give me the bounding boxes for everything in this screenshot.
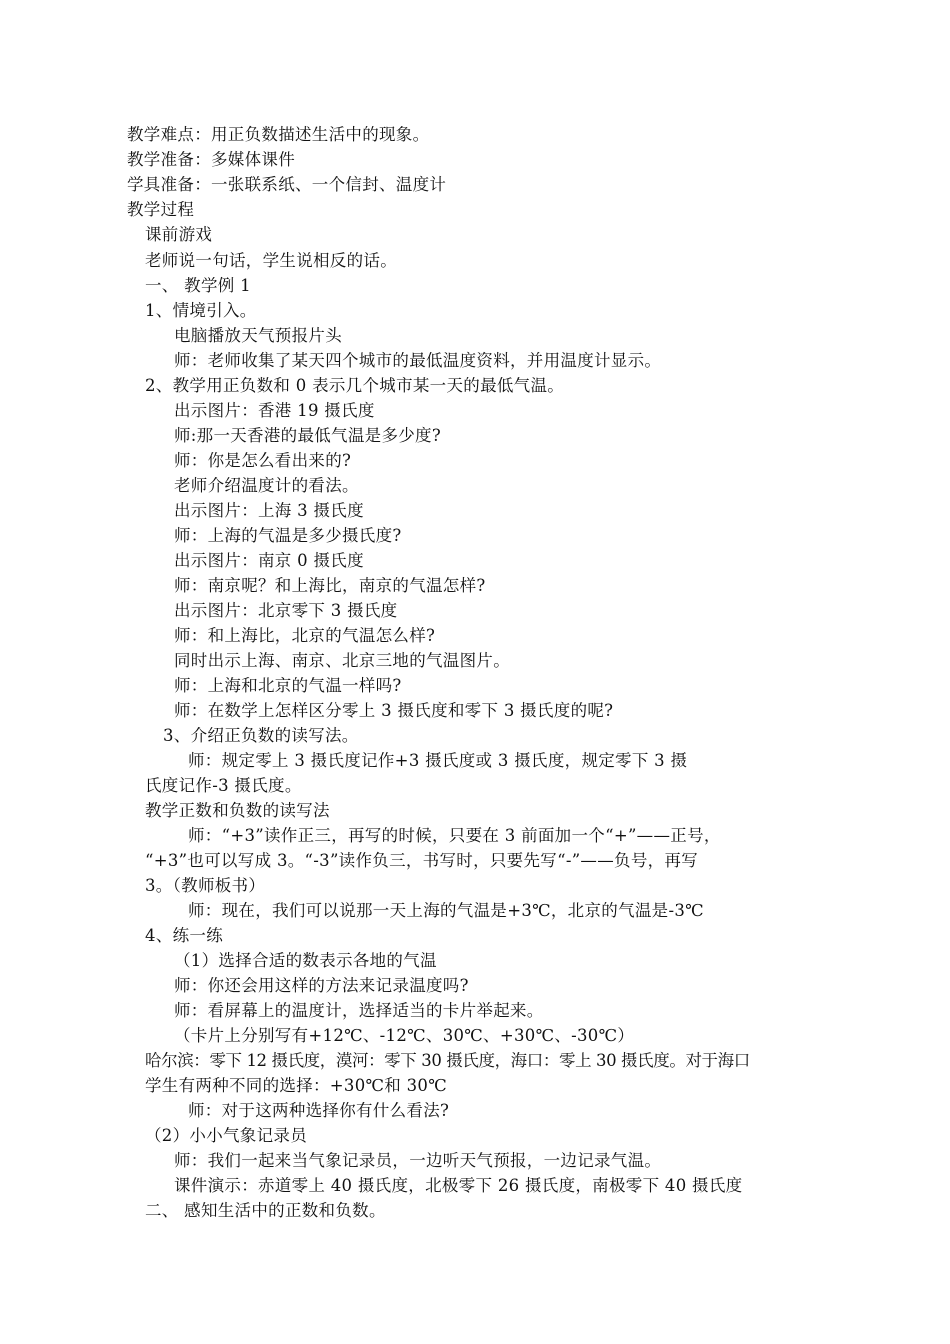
text-line: 3、介绍正负数的读写法。 <box>163 726 359 745</box>
text-line: 师：现在，我们可以说那一天上海的气温是+3℃，北京的气温是-3℃ <box>188 901 704 920</box>
text-line: 2、教学用正负数和 0 表示几个城市某一天的最低气温。 <box>145 376 565 395</box>
text-line: 同时出示上海、南京、北京三地的气温图片。 <box>174 651 510 670</box>
text-line: 哈尔滨：零下 12 摄氏度，漠河：零下 30 摄氏度，海口：零上 30 摄氏度。对于海口 <box>145 1051 750 1070</box>
text-line: 老师介绍温度计的看法。 <box>174 476 359 495</box>
text-line: 学生有两种不同的选择：+30℃和 30℃ <box>145 1076 447 1095</box>
text-line: 师：上海的气温是多少摄氏度? <box>174 526 402 545</box>
text-line: （1）选择合适的数表示各地的气温 <box>174 951 437 970</box>
text-line: 二、 感知生活中的正数和负数。 <box>145 1201 386 1220</box>
text-line: 师：你还会用这样的方法来记录温度吗? <box>174 976 469 995</box>
text-line: 师：在数学上怎样区分零上 3 摄氏度和零下 3 摄氏度的呢? <box>174 701 614 720</box>
text-line: 课件演示：赤道零上 40 摄氏度，北极零下 26 摄氏度，南极零下 40 摄氏度 <box>174 1176 743 1195</box>
text-line: 师：“+3”读作正三，再写的时候，只要在 3 前面加一个“+”——正号， <box>188 826 721 845</box>
text-line: 师:那一天香港的最低气温是多少度? <box>174 426 442 445</box>
text-line: 师：南京呢？和上海比，南京的气温怎样? <box>174 576 486 595</box>
text-line: 出示图片：南京 0 摄氏度 <box>174 551 364 570</box>
text-line: 师：和上海比，北京的气温怎么样? <box>174 626 436 645</box>
text-line: 师：你是怎么看出来的? <box>174 451 352 470</box>
text-line: 师：看屏幕上的温度计，选择适当的卡片举起来。 <box>174 1001 544 1020</box>
text-line: 课前游戏 <box>145 225 213 244</box>
text-line: 教学难点：用正负数描述生活中的现象。 <box>127 125 430 144</box>
text-line: 教学准备：多媒体课件 <box>127 150 295 169</box>
text-line: 师：规定零上 3 摄氏度记作+3 摄氏度或 3 摄氏度，规定零下 3 摄 <box>188 751 688 770</box>
text-line: 4、练一练 <box>145 926 223 945</box>
text-line: 电脑播放天气预报片头 <box>174 326 342 345</box>
text-line: （卡片上分别写有+12℃、-12℃、30℃、+30℃、-30℃） <box>174 1026 635 1045</box>
text-line: 一、 教学例 1 <box>145 276 251 295</box>
text-line: 3。（教师板书） <box>145 876 266 895</box>
text-line: 师：我们一起来当气象记录员，一边听天气预报，一边记录气温。 <box>174 1151 662 1170</box>
text-line: 学具准备：一张联系纸、一个信封、温度计 <box>127 175 447 194</box>
text-line: 师：对于这两种选择你有什么看法? <box>188 1101 450 1120</box>
text-line: 氏度记作-3 摄氏度。 <box>145 776 302 795</box>
text-line: 教学正数和负数的读写法 <box>145 801 330 820</box>
text-line: 1、情境引入。 <box>145 301 257 320</box>
text-line: 出示图片：上海 3 摄氏度 <box>174 501 364 520</box>
text-line: 教学过程 <box>127 200 195 219</box>
text-line: “+3”也可以写成 3。“-3”读作负三，书写时，只要先写“-”——负号，再写 <box>145 851 699 870</box>
text-line: 师：上海和北京的气温一样吗? <box>174 676 402 695</box>
text-line: 老师说一句话，学生说相反的话。 <box>145 251 397 270</box>
text-line: 师：老师收集了某天四个城市的最低温度资料，并用温度计显示。 <box>174 351 662 370</box>
text-line: 出示图片：香港 19 摄氏度 <box>174 401 375 420</box>
text-line: （2）小小气象记录员 <box>145 1126 307 1145</box>
text-line: 出示图片：北京零下 3 摄氏度 <box>174 601 398 620</box>
